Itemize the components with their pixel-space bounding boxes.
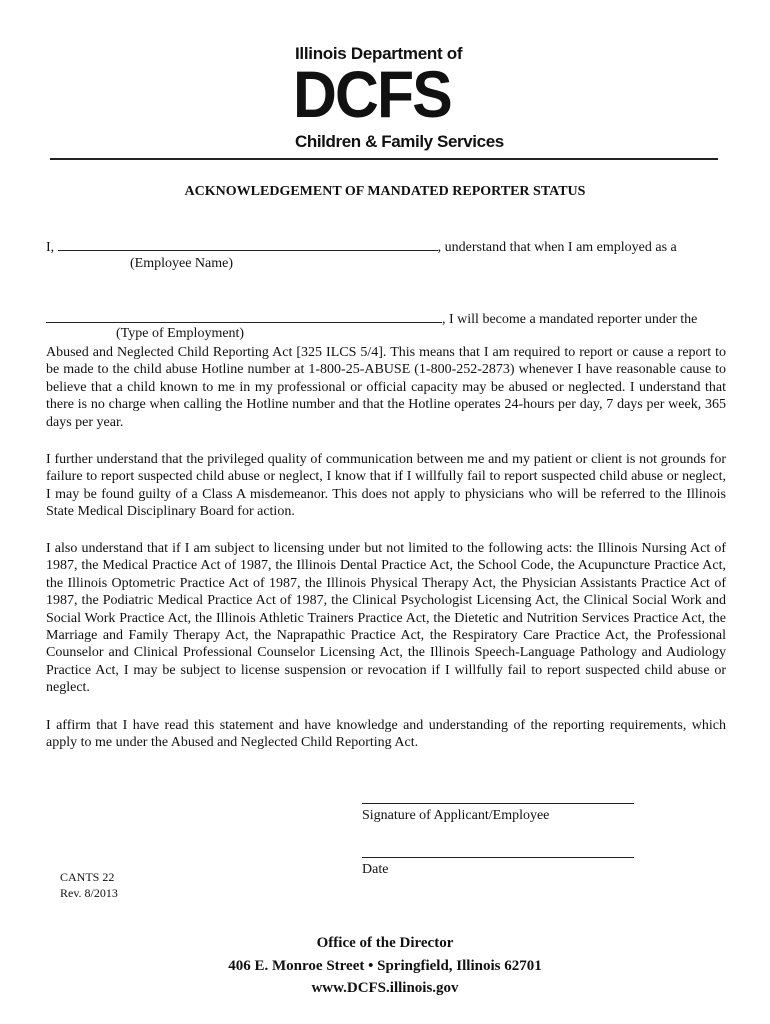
paragraph-privileged-communication: I further understand that the privileged quality of communication between me and my patient or client is not grounds for failure to report suspected child abuse or neglect, I know that if I willfully fail to report suspected child abuse or neglect, I may be found guilty of a Class A misdemeanor. This does not apply to physicians who will be referred to the Illinois State Medical Disciplinary Board for action. xyxy=(46,452,726,520)
form-revision: Rev. 8/2013 xyxy=(60,886,118,900)
date-label: Date xyxy=(362,862,389,877)
employment-type-caption: (Type of Employment) xyxy=(116,326,245,341)
paragraph-licensing-acts: I also understand that if I am subject to licensing under but not limited to the following acts: the Illinois Nursing Act of 1987, the Medical Practice Act of 1987, the Illinois Dental Practice Act, the School Code, the Acupuncture Practice Act, the Illinois Optometric Practice Act of 1987, the Illinois Physical Therapy Act, the Physician Assistants Practice Act of 1987, the Podiatric Medical Practice Act of 1987, the Clinical Psychologist Licensing Act, the Clinical Social Work and Social Work Practice Act, the Illinois Athletic Trainers Practice Act, the Dietetic and Nutrition Services Practice Act, the Marriage and Family Therapy Act, the Naprapathic Practice Act, the Respiratory Care Practice Act, the Professional Counselor and Clinical Professional Counselor Licensing Act, the Illinois Speech-Language Pathology and Audiology Practice Act, I may be subject to license suspension or revocation if I willfully fail to report suspected child abuse or neglect. xyxy=(46,541,726,696)
logo-top-text: Illinois Department of xyxy=(295,44,463,63)
paragraph-affirmation: I affirm that I have read this statement and have knowledge and understanding of the reporting requirements, which apply to me under the Abused and Neglected Child Reporting Act. xyxy=(46,718,726,751)
form-code: CANTS 22 xyxy=(60,870,115,884)
paragraph-reporting-duty: Abused and Neglected Child Reporting Act [325 ILCS 5/4]. This means that I am required to report or cause a report to be made to the child abuse Hotline number at 1-800-25-ABUSE (1-800-252-2873) whenever I have reasonable cause to believe that a child known to me in my professional or official capacity may be abused or neglected. I understand that there is no charge when calling the Hotline number and that the Hotline operates 24-hours per day, 7 days per week, 365 days per year. xyxy=(46,345,726,430)
signature-label: Signature of Applicant/Employee xyxy=(362,808,550,823)
logo-dcfs-text: DCFS xyxy=(293,57,451,131)
footer-address: 406 E. Monroe Street • Springfield, Illinois 62701 xyxy=(228,958,542,974)
footer-office: Office of the Director xyxy=(316,935,454,951)
header-rule xyxy=(50,158,718,160)
employee-name-field[interactable] xyxy=(58,238,438,251)
signature-field[interactable] xyxy=(362,803,634,804)
date-field[interactable] xyxy=(362,857,634,858)
footer-website[interactable]: www.DCFS.illinois.gov xyxy=(311,980,459,996)
logo-bottom-text: Children & Family Services xyxy=(295,132,504,151)
employee-name-line xyxy=(46,238,677,256)
intro-after-employment: , I will become a mandated reporter under the xyxy=(442,312,698,327)
intro-prefix: I, xyxy=(46,240,55,255)
intro-after-name: , understand that when I am employed as a xyxy=(437,240,677,255)
document-title: ACKNOWLEDGEMENT OF MANDATED REPORTER STATUS xyxy=(184,184,586,199)
employee-name-caption: (Employee Name) xyxy=(130,256,234,271)
employment-type-field[interactable] xyxy=(46,310,442,323)
